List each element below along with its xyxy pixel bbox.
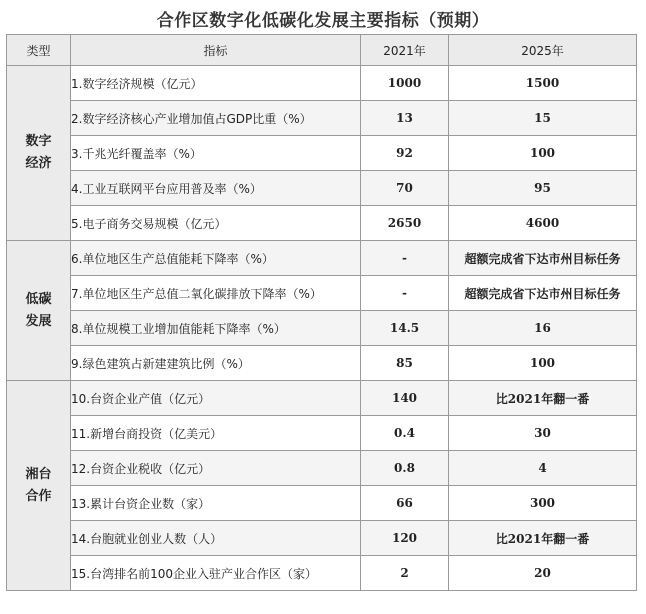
value-2021: 92: [361, 136, 449, 171]
indicator-cell: 14.台胞就业创业人数（人）: [71, 521, 361, 556]
value-2025: 300: [449, 486, 637, 521]
value-2025: 超额完成省下达市州目标任务: [449, 241, 637, 276]
value-2021: -: [361, 276, 449, 311]
header-2021: 2021年: [361, 35, 449, 66]
table-title: 合作区数字化低碳化发展主要指标（预期）: [156, 11, 490, 31]
value-2025: 30: [449, 416, 637, 451]
indicator-cell: 2.数字经济核心产业增加值占GDP比重（%）: [71, 101, 361, 136]
value-2025: 比2021年翻一番: [449, 521, 637, 556]
header-indicator: 指标: [71, 35, 361, 66]
table-row: [7, 346, 637, 381]
value-2025: 100: [449, 346, 637, 381]
table-row: [7, 451, 637, 486]
indicator-cell: 7.单位地区生产总值二氧化碳排放下降率（%）: [71, 276, 361, 311]
indicator-cell: 4.工业互联网平台应用普及率（%）: [71, 171, 361, 206]
value-2021: 120: [361, 521, 449, 556]
value-2025: 16: [449, 311, 637, 346]
table-row: [7, 101, 637, 136]
value-2025: 超额完成省下达市州目标任务: [449, 276, 637, 311]
header-row: [7, 35, 637, 66]
value-2021: 1000: [361, 66, 449, 101]
group-digital-economy: 数字 经济: [7, 66, 71, 241]
value-2021: 140: [361, 381, 449, 416]
value-2021: 14.5: [361, 311, 449, 346]
indicator-cell: 11.新增台商投资（亿美元）: [71, 416, 361, 451]
table-row: [7, 556, 637, 591]
value-2021: 2: [361, 556, 449, 591]
table-row: [7, 136, 637, 171]
indicator-cell: 3.千兆光纤覆盖率（%）: [71, 136, 361, 171]
table-row: [7, 171, 637, 206]
value-2021: 66: [361, 486, 449, 521]
value-2021: 2650: [361, 206, 449, 241]
value-2025: 15: [449, 101, 637, 136]
table-row: [7, 276, 637, 311]
value-2025: 1500: [449, 66, 637, 101]
indicators-table: [6, 34, 637, 591]
value-2021: 13: [361, 101, 449, 136]
indicator-cell: 8.单位规模工业增加值能耗下降率（%）: [71, 311, 361, 346]
indicator-cell: 9.绿色建筑占新建建筑比例（%）: [71, 346, 361, 381]
table-row: [7, 521, 637, 556]
table-row: [7, 241, 637, 276]
indicator-cell: 12.台资企业税收（亿元）: [71, 451, 361, 486]
indicator-cell: 10.台资企业产值（亿元）: [71, 381, 361, 416]
value-2025: 4: [449, 451, 637, 486]
value-2021: 0.4: [361, 416, 449, 451]
indicator-cell: 5.电子商务交易规模（亿元）: [71, 206, 361, 241]
table-row: [7, 416, 637, 451]
table-row: [7, 486, 637, 521]
value-2025: 比2021年翻一番: [449, 381, 637, 416]
value-2021: 85: [361, 346, 449, 381]
header-2025: 2025年: [449, 35, 637, 66]
value-2025: 4600: [449, 206, 637, 241]
value-2025: 100: [449, 136, 637, 171]
value-2021: 0.8: [361, 451, 449, 486]
indicator-cell: 1.数字经济规模（亿元）: [71, 66, 361, 101]
header-type: 类型: [7, 35, 71, 66]
value-2025: 20: [449, 556, 637, 591]
table-row: [7, 206, 637, 241]
indicator-cell: 15.台湾排名前100企业入驻产业合作区（家）: [71, 556, 361, 591]
value-2025: 95: [449, 171, 637, 206]
value-2021: -: [361, 241, 449, 276]
table-row: [7, 66, 637, 101]
indicator-cell: 13.累计台资企业数（家）: [71, 486, 361, 521]
table-row: [7, 311, 637, 346]
indicator-cell: 6.单位地区生产总值能耗下降率（%）: [71, 241, 361, 276]
group-hunan-taiwan: 湘台 合作: [7, 381, 71, 591]
group-low-carbon: 低碳 发展: [7, 241, 71, 381]
value-2021: 70: [361, 171, 449, 206]
table-row: [7, 381, 637, 416]
